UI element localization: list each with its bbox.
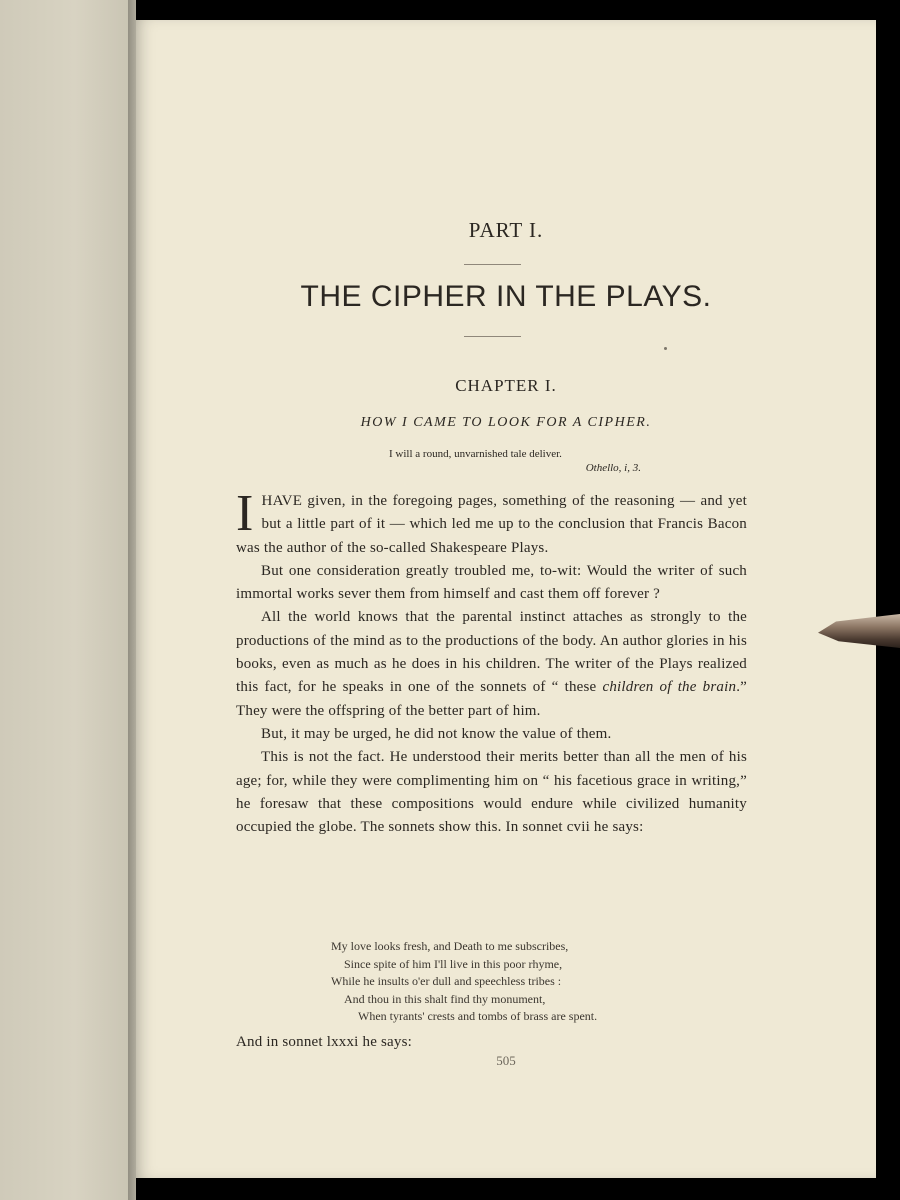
book-page <box>136 20 876 1178</box>
quote-line: And thou in this shalt find thy monument, <box>344 991 546 1006</box>
paragraph-5: This is not the fact. He understood their merits better than all the men of his age; for, while they were complimenting him on “ his facetious grace in writing,” he foresaw that these compositions would endure while civilized humanity occupied the globe. The sonnets show this. In sonnet cvii he says: <box>236 749 747 836</box>
paragraph-1: IHAVE given, in the foregoing pages, something of the reasoning — and yet but a little part of it — which led me up to the conclusion that Francis Bacon was the author of the so-called Shakespeare Plays. <box>236 485 747 556</box>
page-number: 505 <box>496 1053 516 1068</box>
chapter-heading: CHAPTER I. <box>455 376 557 395</box>
heading-rule-top <box>464 264 521 265</box>
paragraph-3: All the world knows that the parental instinct attaches as strongly to the productions of the mind as to the productions of the body. An author glories in his books, even as much as he does in his children. The writer of the Plays realized this fact, for he speaks in one of the sonnets of “ these children of the brain.” They were the offspring of the better part of him. <box>236 609 747 719</box>
epigraph-text: I will a round, unvarnished tale deliver. <box>389 448 562 460</box>
drop-cap: I <box>236 485 254 542</box>
paragraph-4: But, it may be urged, he did not know the value of them. <box>261 725 612 742</box>
quote-line: My love looks fresh, and Death to me subscribes, <box>331 939 569 953</box>
ink-speck <box>664 347 667 350</box>
heading-rule-bottom <box>464 336 521 337</box>
body-text <box>236 485 747 839</box>
facing-page <box>0 0 136 1200</box>
quote-line: While he insults o'er dull and speechless tribes : <box>331 974 562 988</box>
paragraph-2: But one consideration greatly troubled me, to-wit: Would the writer of such immortal works sever them from himself and cast them off forever ? <box>236 562 747 603</box>
quote-line: When tyrants' crests and tombs of brass are spent. <box>358 1009 598 1023</box>
epigraph-source: Othello, i, 3. <box>585 462 641 474</box>
sonnet-quote <box>331 938 597 1026</box>
chapter-subtitle: HOW I CAME TO LOOK FOR A CIPHER. <box>360 415 652 430</box>
page-title: THE CIPHER IN THE PLAYS. <box>300 280 712 313</box>
part-heading: PART I. <box>468 218 544 242</box>
closing-line: And in sonnet lxxxi he says: <box>236 1034 413 1050</box>
quote-line: Since spite of him I'll live in this poor rhyme, <box>344 956 563 971</box>
